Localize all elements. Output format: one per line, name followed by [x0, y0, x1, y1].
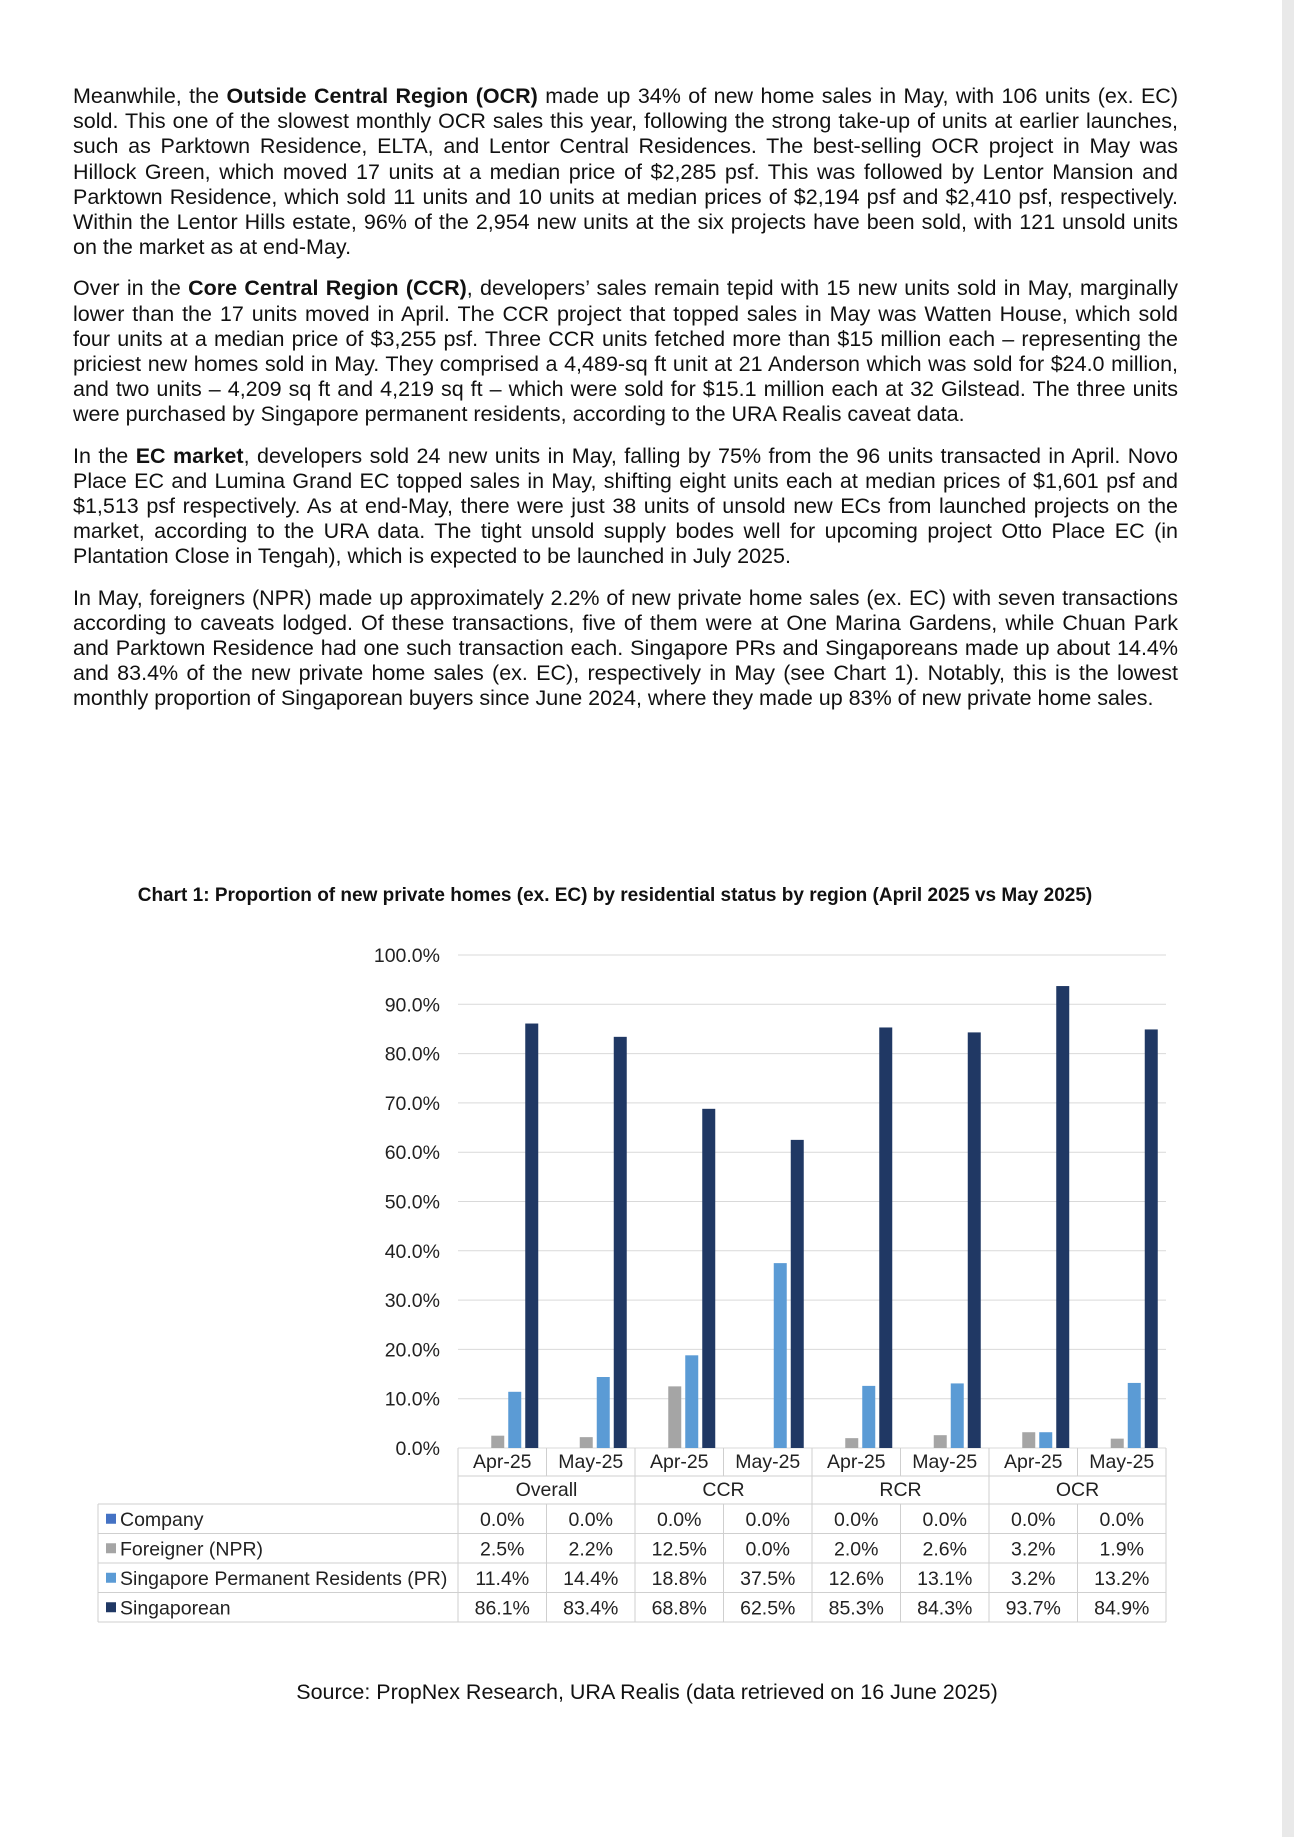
legend-swatch: [106, 1602, 116, 1612]
bar-singapore-permanent-residents-pr-: [597, 1377, 610, 1448]
data-label: 13.1%: [917, 1567, 973, 1590]
bar-singaporean: [1145, 1029, 1158, 1448]
data-label: 2.6%: [922, 1538, 967, 1561]
bar-singapore-permanent-residents-pr-: [508, 1392, 521, 1448]
bar-foreigner-npr-: [845, 1438, 858, 1448]
legend-label: Singaporean: [120, 1597, 231, 1620]
data-label: 1.9%: [1099, 1538, 1144, 1561]
bar-singapore-permanent-residents-pr-: [951, 1383, 964, 1448]
x-category-label: May-25: [735, 1451, 801, 1473]
bar-singapore-permanent-residents-pr-: [1039, 1432, 1052, 1448]
y-tick-label: 70.0%: [384, 1092, 440, 1115]
bar-foreigner-npr-: [668, 1386, 681, 1448]
bar-singaporean: [525, 1024, 538, 1448]
data-label: 86.1%: [474, 1597, 530, 1620]
data-label: 62.5%: [740, 1597, 796, 1620]
y-tick-label: 60.0%: [384, 1142, 440, 1165]
bar-singaporean: [702, 1109, 715, 1448]
data-label: 0.0%: [1099, 1508, 1144, 1531]
bar-foreigner-npr-: [1022, 1432, 1035, 1448]
data-label: 0.0%: [568, 1508, 613, 1531]
data-label: 12.6%: [828, 1567, 884, 1590]
x-category-label: May-25: [558, 1451, 624, 1473]
x-category-label: May-25: [1089, 1451, 1155, 1473]
x-group-label: CCR: [702, 1479, 745, 1501]
paragraph-ocr: Meanwhile, the Outside Central Region (OCR) made up 34% of new home sales in May, with 106 units (ex. EC) sold. This one of the slowest monthly OCR sales this year, following the strong take-up of units at earlier launches, such as Parktown Residence, ELTA, and Lentor Central Residences. The best-selling OCR project in May was Hillock Green, which moved 17 units at a median price of $2,285 psf. This was followed by Lentor Mansion and Parktown Residence, which sold 11 units and 10 units at median prices of $2,194 psf and $2,410 psf, respectively. Within the Lentor Hills estate, 96% of the 2,954 new units at the six projects have been sold, with 121 unsold units on the market as at end-May.: [73, 84, 1178, 260]
data-label: 37.5%: [740, 1567, 796, 1590]
y-tick-label: 30.0%: [384, 1290, 440, 1313]
y-tick-label: 0.0%: [395, 1438, 440, 1460]
legend-swatch: [106, 1573, 116, 1583]
bar-singaporean: [791, 1140, 804, 1448]
data-label: 93.7%: [1005, 1597, 1061, 1620]
bar-foreigner-npr-: [934, 1435, 947, 1448]
y-tick-label: 10.0%: [384, 1388, 440, 1411]
data-label: 0.0%: [480, 1508, 525, 1531]
data-label: 0.0%: [1011, 1508, 1056, 1531]
data-label: 0.0%: [834, 1508, 879, 1531]
legend-label: Singapore Permanent Residents (PR): [120, 1567, 448, 1590]
data-label: 84.3%: [917, 1597, 973, 1620]
data-label: 13.2%: [1094, 1567, 1150, 1590]
data-label: 0.0%: [745, 1538, 790, 1561]
chart-title: Chart 1: Proportion of new private homes (ex. EC) by residential status by region (April 2025 vs May 2025): [137, 885, 1093, 906]
x-category-label: Apr-25: [649, 1451, 709, 1473]
bar-foreigner-npr-: [491, 1436, 504, 1448]
y-tick-label: 100.0%: [373, 945, 440, 967]
legend-label: Company: [120, 1508, 204, 1531]
x-category-label: Apr-25: [826, 1451, 886, 1473]
data-label: 83.4%: [563, 1597, 619, 1620]
bar-singaporean: [1056, 986, 1069, 1448]
x-group-label: RCR: [879, 1479, 922, 1501]
data-label: 85.3%: [828, 1597, 884, 1620]
data-label: 2.2%: [568, 1538, 613, 1561]
x-group-label: OCR: [1055, 1479, 1100, 1501]
legend-swatch: [106, 1543, 116, 1553]
x-category-label: Apr-25: [1003, 1451, 1063, 1473]
data-label: 0.0%: [922, 1508, 967, 1531]
bar-singapore-permanent-residents-pr-: [774, 1263, 787, 1448]
bar-singaporean: [879, 1027, 892, 1448]
y-tick-label: 50.0%: [384, 1191, 440, 1214]
data-label: 84.9%: [1094, 1597, 1150, 1620]
data-label: 3.2%: [1011, 1567, 1056, 1590]
data-label: 18.8%: [651, 1567, 707, 1590]
legend-swatch: [106, 1514, 116, 1524]
y-tick-label: 80.0%: [384, 1043, 440, 1066]
data-label: 11.4%: [475, 1567, 530, 1590]
y-tick-label: 40.0%: [384, 1240, 440, 1263]
bar-foreigner-npr-: [1111, 1439, 1124, 1448]
legend-label: Foreigner (NPR): [120, 1538, 264, 1561]
bar-singapore-permanent-residents-pr-: [1128, 1383, 1141, 1448]
y-tick-label: 20.0%: [384, 1339, 440, 1362]
bar-singaporean: [614, 1037, 627, 1448]
data-label: 2.5%: [480, 1538, 525, 1561]
paragraph-foreigners: In May, foreigners (NPR) made up approximately 2.2% of new private home sales (ex. EC) with seven transactions according to caveats lodged. Of these transactions, five of them were at One Marina Gardens, while Chuan Park and Parktown Residence had one such transaction each. Singapore PRs and Singaporeans made up about 14.4% and 83.4% of the new private home sales (ex. EC), respectively in May (see Chart 1). Notably, this is the lowest monthly proportion of Singaporean buyers since June 2024, where they made up 83% of new private home sales.: [73, 585, 1178, 711]
data-label: 14.4%: [563, 1567, 619, 1590]
x-group-label: Overall: [515, 1479, 578, 1501]
data-label: 68.8%: [651, 1597, 707, 1620]
data-label: 0.0%: [745, 1508, 790, 1531]
x-category-label: Apr-25: [472, 1451, 532, 1473]
bar-foreigner-npr-: [580, 1437, 593, 1448]
data-label: 3.2%: [1011, 1538, 1056, 1561]
data-label: 2.0%: [834, 1538, 879, 1561]
bar-singapore-permanent-residents-pr-: [685, 1355, 698, 1448]
x-category-label: May-25: [912, 1451, 978, 1473]
source-note: Source: PropNex Research, URA Realis (data retrieved on 16 June 2025): [296, 1680, 998, 1704]
bar-singaporean: [968, 1032, 981, 1448]
paragraph-ec: In the EC market, developers sold 24 new units in May, falling by 75% from the 96 units transacted in April. Novo Place EC and Lumina Grand EC topped sales in May, shifting eight units each at median prices of $1,601 psf and $1,513 psf respectively. As at end-May, there were just 38 units of unsold new ECs from launched projects on the market, according to the URA data. The tight unsold supply bodes well for upcoming project Otto Place EC (in Plantation Close in Tengah), which is expected to be launched in July 2025.: [73, 443, 1178, 569]
bar-singapore-permanent-residents-pr-: [862, 1386, 875, 1448]
data-label: 0.0%: [657, 1508, 702, 1531]
data-label: 12.5%: [651, 1538, 707, 1561]
paragraph-ccr: Over in the Core Central Region (CCR), developers’ sales remain tepid with 15 new units sold in May, marginally lower than the 17 units moved in April. The CCR project that topped sales in May was Watten House, which sold four units at a median price of $3,255 psf. Three CCR units fetched more than $15 million each – representing the priciest new homes sold in May. They comprised a 4,489-sq ft unit at 21 Anderson which was sold for $24.0 million, and two units – 4,209 sq ft and 4,219 sq ft – which were sold for $15.1 million each at 32 Gilstead. The three units were purchased by Singapore permanent residents, according to the URA Realis caveat data.: [73, 276, 1178, 427]
y-tick-label: 90.0%: [384, 994, 440, 1017]
